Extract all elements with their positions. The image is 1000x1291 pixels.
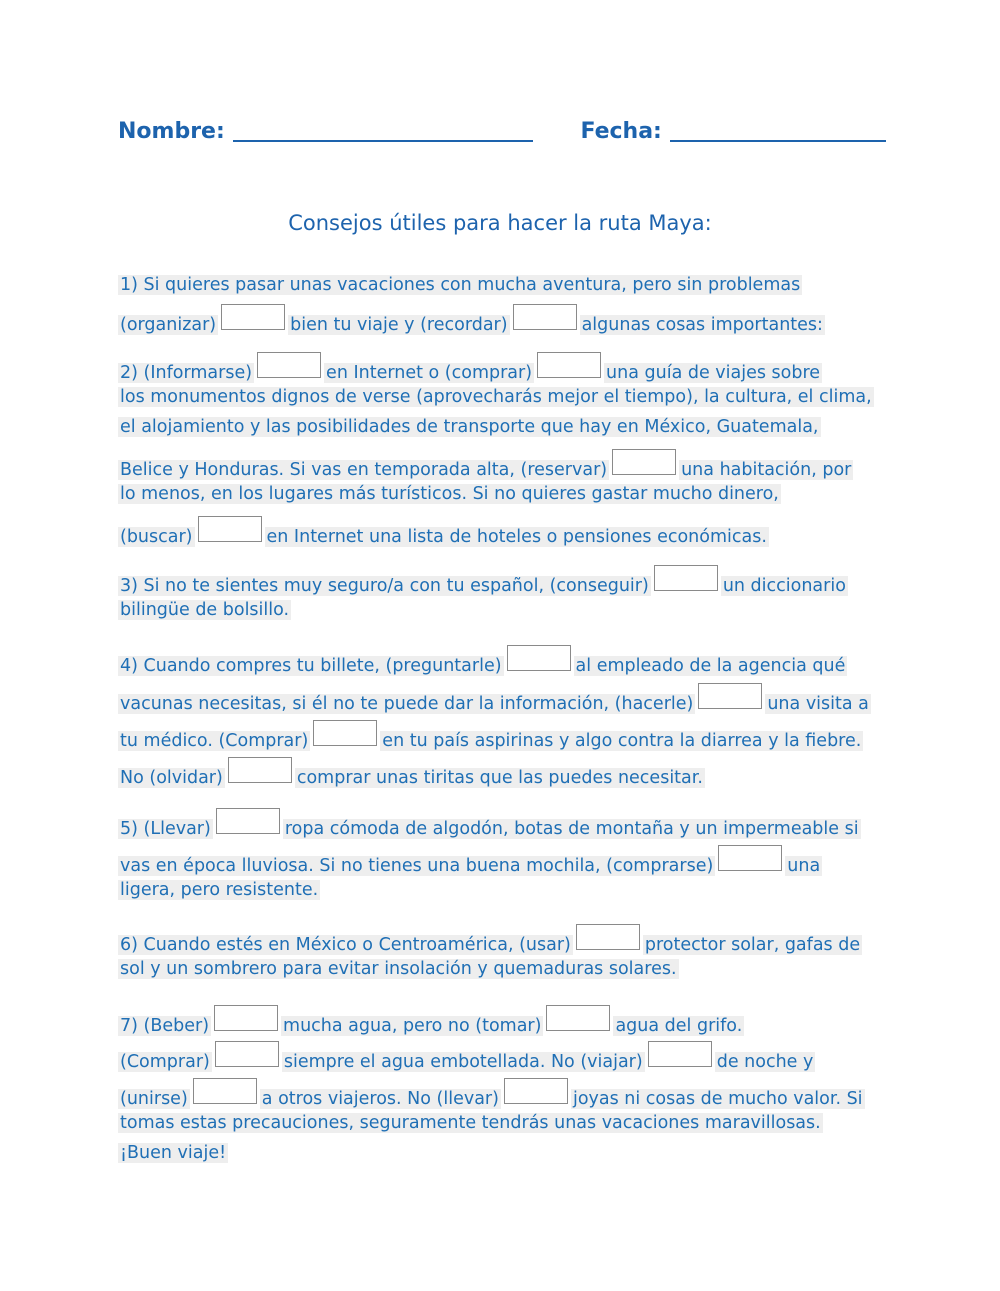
- text-segment: 1) Si quieres pasar unas vacaciones con mucha aventura, pero sin problemas: [120, 275, 801, 295]
- text-line: [118, 516, 769, 546]
- text-line: [118, 412, 821, 442]
- text-line: [118, 595, 291, 625]
- text-segment: mucha agua, pero no (tomar): [283, 1015, 542, 1036]
- text-line: [118, 720, 863, 750]
- text-segment: una guía de viajes sobre: [606, 362, 821, 383]
- text-line: [118, 352, 822, 382]
- text-segment: sol y un sombrero para evitar insolación y quemaduras solares.: [120, 959, 677, 979]
- answer-input[interactable]: [257, 352, 321, 378]
- text-line: [118, 382, 874, 412]
- text-segment: 2) (Informarse): [120, 362, 253, 383]
- text-segment: (buscar): [120, 526, 193, 547]
- answer-input[interactable]: [228, 757, 292, 783]
- name-line: [233, 118, 533, 142]
- text-line: [118, 479, 781, 509]
- text-segment: Belice y Honduras. Si vas en temporada alta, (reservar): [120, 459, 608, 480]
- text-line: [118, 954, 679, 984]
- text-line: [118, 1005, 744, 1035]
- text-line: [118, 645, 847, 675]
- text-segment: (Comprar): [120, 1051, 210, 1072]
- text-segment: en Internet o (comprar): [326, 362, 533, 383]
- text-segment: una: [787, 855, 821, 876]
- answer-input[interactable]: [507, 645, 571, 671]
- text-segment: una visita a: [767, 693, 869, 714]
- text-segment: 3) Si no te sientes muy seguro/a con tu español, (conseguir): [120, 575, 649, 596]
- text-segment: tu médico. (Comprar): [120, 730, 309, 751]
- answer-input[interactable]: [648, 1041, 712, 1067]
- text-line: [118, 845, 822, 875]
- text-segment: tomas estas precauciones, seguramente tendrás unas vacaciones maravillosas.: [120, 1113, 821, 1133]
- text-segment: 5) (Llevar): [120, 818, 211, 839]
- answer-input[interactable]: [198, 516, 262, 542]
- text-segment: a otros viajeros. No (llevar): [261, 1088, 499, 1109]
- date-line: [670, 118, 886, 142]
- text-segment: los monumentos dignos de verse (aprovecharás mejor el tiempo), la cultura, el clima,: [120, 387, 872, 407]
- answer-input[interactable]: [504, 1078, 568, 1104]
- date-field: [580, 118, 885, 144]
- text-segment: ligera, pero resistente.: [120, 880, 319, 900]
- text-segment: en tu país aspirinas y algo contra la diarrea y la fiebre.: [382, 730, 862, 751]
- answer-input[interactable]: [612, 449, 676, 475]
- answer-input[interactable]: [513, 304, 577, 330]
- text-segment: una habitación, por: [681, 459, 852, 480]
- text-line: [118, 1138, 228, 1168]
- text-line: [118, 270, 802, 300]
- name-label: Nombre:: [118, 119, 225, 144]
- text-segment: bien tu viaje y (recordar): [290, 314, 508, 335]
- text-segment: bilingüe de bolsillo.: [120, 600, 290, 620]
- text-line: [118, 304, 825, 334]
- text-segment: un diccionario: [722, 575, 846, 596]
- text-segment: 7) (Beber): [120, 1015, 210, 1036]
- text-segment: vacunas necesitas, si él no te puede dar la información, (hacerle): [120, 693, 694, 714]
- text-segment: el alojamiento y las posibilidades de transporte que hay en México, Guatemala,: [120, 417, 819, 437]
- text-segment: joyas ni cosas de mucho valor. Si: [572, 1088, 863, 1109]
- text-line: [118, 683, 871, 713]
- answer-input[interactable]: [718, 845, 782, 871]
- answer-input[interactable]: [313, 720, 377, 746]
- text-segment: ¡Buen viaje!: [120, 1143, 227, 1163]
- answer-input[interactable]: [698, 683, 762, 709]
- text-segment: 6) Cuando estés en México o Centroamérica, (usar): [120, 934, 571, 955]
- text-line: [118, 449, 853, 479]
- text-segment: ropa cómoda de algodón, botas de montaña y un impermeable si: [284, 818, 859, 839]
- answer-input[interactable]: [537, 352, 601, 378]
- answer-input[interactable]: [576, 924, 640, 950]
- name-field: [118, 118, 533, 144]
- text-segment: al empleado de la agencia qué: [575, 655, 846, 676]
- text-segment: No (olvidar): [120, 767, 223, 788]
- text-segment: comprar unas tiritas que las puedes necesitar.: [296, 767, 703, 788]
- text-line: [118, 1108, 823, 1138]
- text-segment: algunas cosas importantes:: [581, 314, 823, 335]
- answer-input[interactable]: [654, 565, 718, 591]
- text-segment: de noche y: [716, 1051, 814, 1072]
- text-segment: lo menos, en los lugares más turísticos. Si no quieres gastar mucho dinero,: [120, 484, 779, 504]
- text-line: [118, 1078, 865, 1108]
- answer-input[interactable]: [221, 304, 285, 330]
- answer-input[interactable]: [215, 1041, 279, 1067]
- text-segment: en Internet una lista de hoteles o pensiones económicas.: [266, 526, 767, 547]
- text-line: [118, 1041, 815, 1071]
- text-line: [118, 808, 861, 838]
- text-segment: protector solar, gafas de: [644, 934, 861, 955]
- text-segment: (unirse): [120, 1088, 188, 1109]
- text-segment: agua del grifo.: [615, 1015, 743, 1036]
- text-line: [118, 875, 320, 905]
- answer-input[interactable]: [214, 1005, 278, 1031]
- answer-input[interactable]: [216, 808, 280, 834]
- header: [118, 118, 886, 144]
- date-label: Fecha:: [580, 119, 662, 144]
- text-line: [118, 924, 862, 954]
- text-segment: vas en época lluviosa. Si no tienes una buena mochila, (comprarse): [120, 855, 714, 876]
- text-segment: (organizar): [120, 314, 217, 335]
- text-line: [118, 757, 705, 787]
- text-segment: siempre el agua embotellada. No (viajar): [283, 1051, 643, 1072]
- worksheet-title: Consejos útiles para hacer la ruta Maya:: [288, 211, 712, 235]
- text-segment: 4) Cuando compres tu billete, (preguntarle): [120, 655, 502, 676]
- answer-input[interactable]: [193, 1078, 257, 1104]
- text-line: [118, 565, 848, 595]
- answer-input[interactable]: [546, 1005, 610, 1031]
